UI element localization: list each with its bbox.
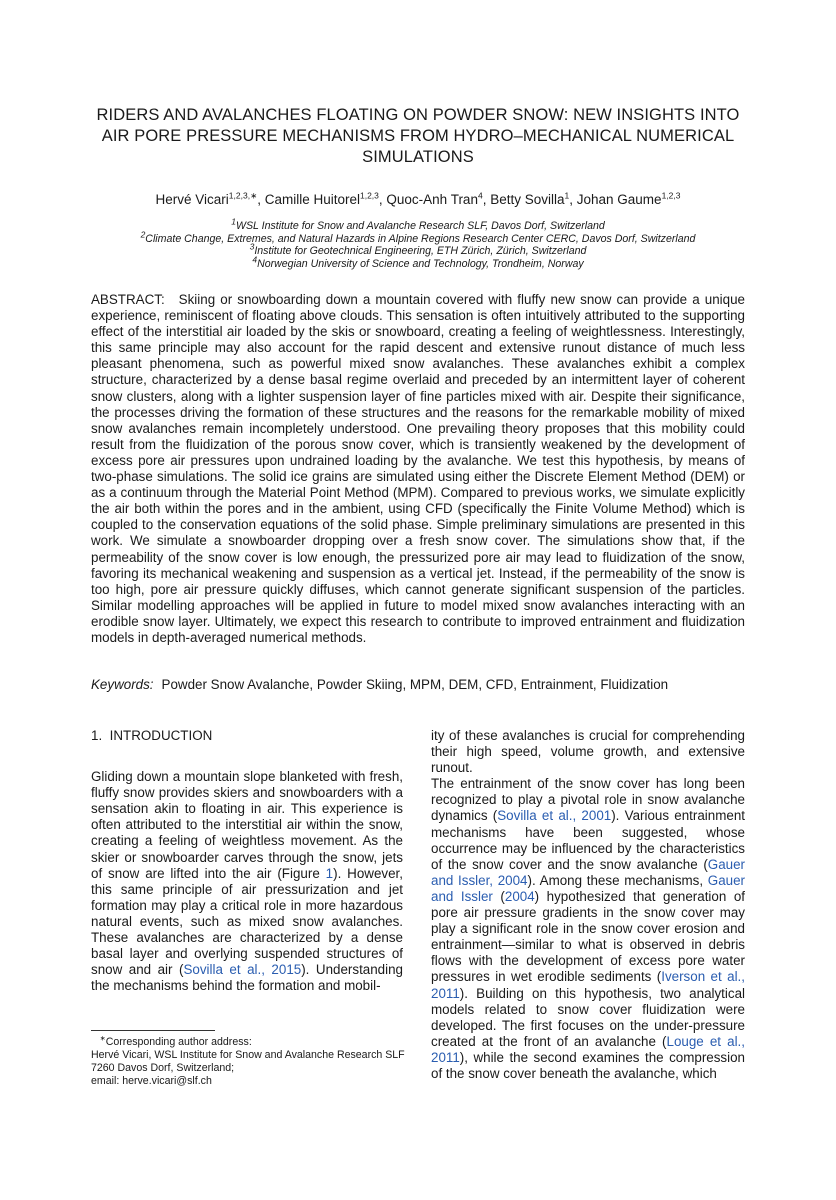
footnote-label: Corresponding author address: xyxy=(105,1036,252,1048)
author-separator: , xyxy=(257,192,265,207)
affiliation xyxy=(90,229,746,246)
intro-paragraph-3 xyxy=(431,776,745,1082)
citation-link[interactable]: Gauer and Issler, 2004 xyxy=(431,856,745,888)
footnote-heading xyxy=(91,1036,411,1049)
author-affiliation-marker: 1 xyxy=(564,190,570,201)
author-affiliation-marker: 1,2,3 xyxy=(661,190,681,201)
citation-link[interactable]: 1 xyxy=(325,865,334,881)
author-separator: , xyxy=(569,192,577,207)
abstract xyxy=(91,292,745,646)
affiliation-marker: 4 xyxy=(252,254,258,265)
citation-link[interactable]: Iverson et al., 2011 xyxy=(431,969,745,1001)
author-separator: , xyxy=(482,192,491,207)
left-column xyxy=(91,728,403,994)
paper-title: RIDERS AND AVALANCHES FLOATING ON POWDER SNOW: NEW INSIGHTS INTO AIR PORE PRESSURE MECHANISMS FROM HYDRO–MECHANICAL NUMERICAL SIMULATIONS xyxy=(96,106,740,166)
paragraph-text: ity of these avalanches is crucial for comprehending their high speed, volume growth, and extensive runout. xyxy=(431,728,745,776)
paragraph-text: ). Various entrainment mechanisms have been suggested, whose occurrence may be influenced by the characteristics of the snow cover and the snow avalanche ( xyxy=(431,808,745,872)
paragraph-text: Gliding down a mountain slope blanketed with fresh, fluffy snow provides skiers and snowboarders with a sensation akin to floating in air. This experience is often attributed to the interstitial air within the snow, creating a feeling of weightless movement. As the skier or snowboarder carves through the snow, jets of snow are lifted into the air (Figure xyxy=(91,769,403,881)
footnote-line-3: email: herve.vicari@slf.ch xyxy=(91,1074,212,1087)
footnote-marker: ∗ xyxy=(99,1035,106,1043)
abstract-text: Skiing or snowboarding down a mountain covered with fluffy new snow can provide a unique experience, reminiscent of floating above clouds. This sensation is often intuitively attributed to the supporting effect of the interstitial air loaded by the skis or snowboard, creating a feeling of weightlessness. Interestingly, this same principle may also account for the rapid descent and extensive runout distance of much less pleasant phenomena, such as powerful mixed snow avalanches. These avalanches exhibit a complex structure, characterized by a dense basal regime overlaid and preceded by an intermittent layer of coherent snow clusters, along with a lighter suspension layer of fine particles mixed with air. Despite their significance, the processes driving the formation of these structures and the reasons for the remarkable mobility of mixed snow avalanches remain incompletely understood. One prevailing theory proposes that this mobility could result from the fluidization of the porous snow cover, which is transiently weakened by the development of excess pore air pressures upon undrained loading by the avalanche. We test this hypothesis, by means of two-phase simulations. The solid ice grains are simulated using either the Discrete Element Method (DEM) or as a continuum through the Material Point Method (MPM). Compared to previous works, we simulate explicitly the air both within the pores and in the ambient, using CFD (specifically the Finite Volume Method) which is coupled to the conservation equations of the solid phase. Simple preliminary simulations are presented in this work. We simulate a snowboarder dropping over a fresh snow cover. The simulations show that, if the permeability of the snow cover is low enough, the pressurized pore air may lead to fluidization of the snow, favoring its mechanical weakening and suspension as a vertical jet. Instead, if the permeability of the snow is too high, pore air pressure quickly diffuses, which cannot generate significant suspension of the particles. Similar modelling approaches will be applied in future to model mixed snow avalanches interacting with an erodible snow layer. Ultimately, we expect this research to contribute to improved entrainment and fluidization models in depth-averaged numerical methods. xyxy=(91,292,745,645)
author-name: Quoc-Anh Tran xyxy=(386,192,478,207)
footnote xyxy=(91,1036,411,1088)
affiliation-list xyxy=(90,216,746,270)
author-separator: , xyxy=(378,192,387,207)
affiliation-text: WSL Institute for Snow and Avalanche Research SLF, Davos Dorf, Switzerland xyxy=(235,220,605,232)
right-column xyxy=(431,728,745,1082)
section-number: 1. xyxy=(91,728,103,743)
affiliation-marker: 3 xyxy=(249,241,255,252)
affiliation-marker: 2 xyxy=(140,229,146,240)
footnote-line-2: 7260 Davos Dorf, Switzerland; xyxy=(91,1061,235,1074)
citation-link[interactable]: 2004 xyxy=(504,888,535,904)
affiliation xyxy=(90,216,746,233)
affiliation-marker: 1 xyxy=(231,216,236,227)
affiliation-text: Climate Change, Extremes, and Natural Hazards in Alpine Regions Research Center CERC, Davos Dorf, Switzerland xyxy=(145,232,696,245)
keywords xyxy=(91,677,745,693)
paragraph-text: The entrainment of the snow cover has long been recognized to play a pivotal role in snow avalanche dynamics ( xyxy=(431,776,745,824)
section-title: INTRODUCTION xyxy=(109,728,213,743)
footnote-line-1: Hervé Vicari, WSL Institute for Snow and Avalanche Research SLF xyxy=(91,1048,405,1061)
keywords-text: Powder Snow Avalanche, Powder Skiing, MPM, DEM, CFD, Entrainment, Fluidization xyxy=(161,677,669,692)
paragraph-text: ( xyxy=(492,888,505,904)
affiliation xyxy=(90,254,746,271)
author-list xyxy=(90,191,746,209)
abstract-label: ABSTRACT: xyxy=(91,292,165,307)
paragraph-text: ). Building on this hypothesis, two analytical models related to snow cover fluidization were developed. The first focuses on the under-pressure created at the front of an avalanche ( xyxy=(431,985,745,1049)
footnote-rule xyxy=(91,1030,215,1031)
author-affiliation-marker: 1,2,3,∗ xyxy=(228,190,258,201)
author-affiliation-marker: 1,2,3 xyxy=(359,190,379,201)
paragraph-text: ), while the second examines the compression of the snow cover beneath the avalanche, which xyxy=(431,1049,745,1081)
citation-link[interactable]: Louge et al., 2011 xyxy=(431,1033,745,1065)
affiliation xyxy=(90,241,746,258)
keywords-label: Keywords: xyxy=(91,677,154,692)
author-affiliation-marker: 4 xyxy=(477,190,483,201)
paragraph-text: ). Understanding the mechanisms behind the formation and mobil- xyxy=(91,962,403,994)
paragraph-text: ). Among these mechanisms, xyxy=(527,872,708,888)
affiliation-text: Norwegian University of Science and Technology, Trondheim, Norway xyxy=(257,257,584,270)
citation-link[interactable]: Gauer and Issler xyxy=(431,872,746,904)
citation-link[interactable]: Sovilla et al., 2001 xyxy=(497,808,612,824)
author-name: Johan Gaume xyxy=(576,192,662,207)
author-name: Hervé Vicari xyxy=(155,192,229,207)
section-heading xyxy=(91,728,403,744)
affiliation-text: Institute for Geotechnical Engineering, ETH Zürich, Zürich, Switzerland xyxy=(254,245,587,258)
author-name: Camille Huitorel xyxy=(264,192,360,207)
author-name: Betty Sovilla xyxy=(490,192,565,207)
paragraph-text: ) hypothesized that generation of pore air pressure gradients in the snow cover may play a significant role in the snow cover erosion and entrainment—similar to what is observed in debris flows with the development of excess pore water pressures in wet erodible sediments ( xyxy=(431,888,745,985)
paragraph-text: ). However, this same principle of air pressurization and jet formation may play a critical role in more hazardous natural events, such as mixed snow avalanches. These avalanches are characterized by a dense basal layer and overlying suspended structures of snow and air ( xyxy=(91,865,403,978)
intro-paragraph-1 xyxy=(91,769,403,994)
intro-paragraph-2 xyxy=(431,728,745,776)
citation-link[interactable]: Sovilla et al., 2015 xyxy=(183,962,302,978)
